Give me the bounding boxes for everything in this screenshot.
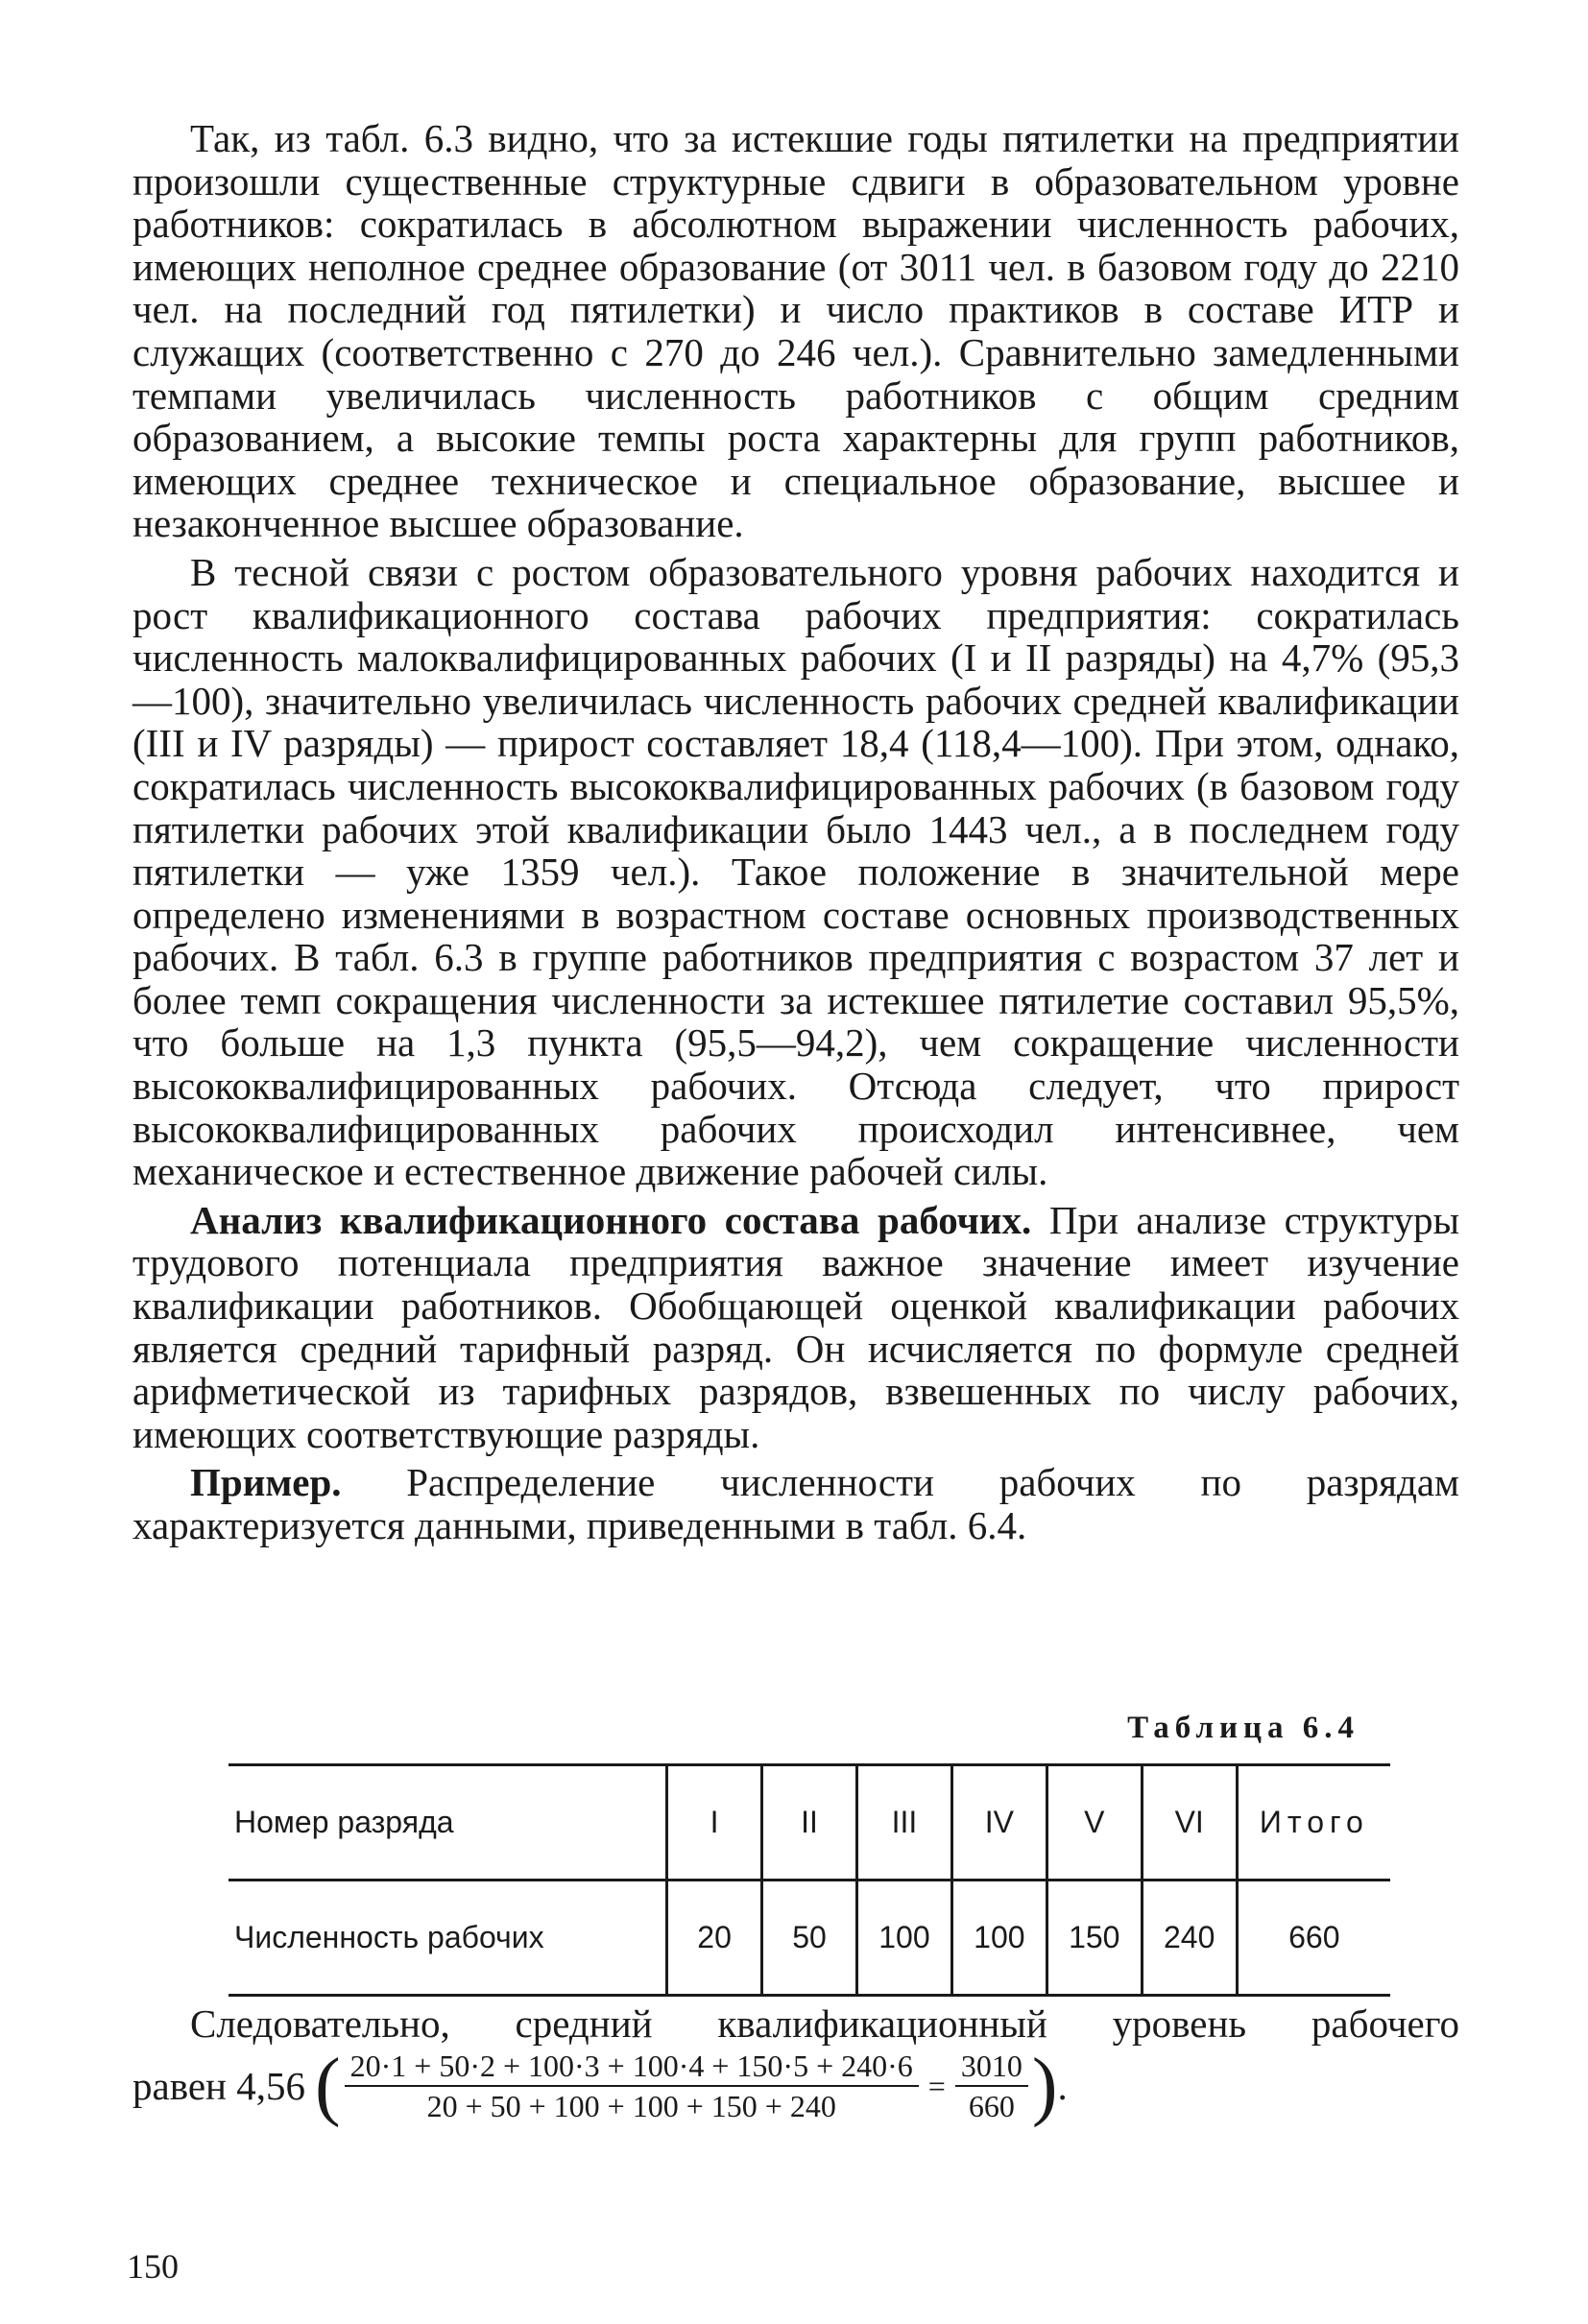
- formula-fraction: [345, 2048, 919, 2123]
- total-cell: 660: [1237, 1881, 1390, 1996]
- example-text: Распределение численности рабочих по разрядам характеризуется данными, приведенными в табл. 6.4.: [132, 1460, 1459, 1547]
- body-text: [132, 117, 1459, 1553]
- count-cell: 100: [856, 1881, 951, 1996]
- result-denominator: 660: [968, 2089, 1015, 2123]
- header-label: Номер разряда: [229, 1765, 667, 1881]
- formula-row: [132, 2044, 1459, 2128]
- section-heading: Анализ квалификационного состава рабочих.: [190, 1197, 1032, 1242]
- grade-header: VI: [1142, 1765, 1237, 1881]
- count-cell: 150: [1047, 1881, 1142, 1996]
- paragraph-qualification-growth: В тесной связи с ростом образовательного уровня рабочих находится и рост квалификационного состава рабочих предприятия: сократилась численность малоквалифицированных рабочих (I и II разряды) на 4,7% (95,3—100), значительно увеличилась численность рабочих средней квалификации (III и IV разряды) — прирост составляет 18,4 (118,4—100). При этом, однако, сократилась численность высококвалифицированных рабочих (в базовом году пятилетки рабочих этой квалификации было 1443 чел., а в последнем году пятилетки — уже 1359 чел.). Такое положение в значительной мере определено изменениями в возрастном составе основных производственных рабочих. В табл. 6.3 в группе работников предприятия с возрастом 37 лет и более темп сокращения численности за истекшее пятилетие составил 95,5%, что больше на 1,3 пункта (95,5—94,2), чем сокращение численности высококвалифицированных рабочих. Отсюда следует, что прирост высококвалифицированных рабочих происходил интенсивнее, чем механическое и естественное движение рабочей силы.: [132, 549, 1459, 1194]
- result-numerator: 3010: [955, 2048, 1028, 2087]
- grade-header: I: [667, 1765, 762, 1881]
- table-caption: Таблица 6.4: [1127, 1711, 1359, 1745]
- count-cell: 20: [667, 1881, 762, 1996]
- equals-sign: =: [927, 2069, 946, 2103]
- grade-header: IV: [951, 1765, 1047, 1881]
- formula-lead: равен 4,56: [132, 2064, 305, 2108]
- open-paren: (: [314, 2044, 341, 2128]
- example-heading: Пример.: [190, 1460, 342, 1505]
- grade-header: II: [762, 1765, 857, 1881]
- count-cell: 240: [1142, 1881, 1237, 1996]
- close-paren: ): [1031, 2044, 1058, 2128]
- result-fraction: [955, 2048, 1028, 2123]
- conclusion-line: Следовательно, средний квалификационный уровень рабочего: [190, 2001, 1459, 2046]
- conclusion: [132, 2001, 1459, 2128]
- paragraph-example: [132, 1461, 1459, 1546]
- section-text: При анализе структуры трудового потенциала предприятия важное значение имеет изучение квалификации работников. Обобщающей оценкой квалификации рабочих является средний тарифный разряд. Он исчисляется по формуле средней арифметической из тарифных разрядов, взвешенных по числу рабочих, имеющих соответствующие разряды.: [132, 1197, 1460, 1456]
- total-header: Итого: [1237, 1765, 1390, 1881]
- table-header-row: [229, 1765, 1390, 1881]
- count-cell: 100: [951, 1881, 1047, 1996]
- row-label: Численность рабочих: [234, 1920, 544, 1954]
- grades-table: [229, 1763, 1390, 1997]
- paragraph-education-shifts: Так, из табл. 6.3 видно, что за истекшие годы пятилетки на предприятии произошли существенные структурные сдвиги в образовательном уровне работников: сократилась в абсолютном выражении численность рабочих, имеющих неполное среднее образование (от 3011 чел. в базовом году до 2210 чел. на последний год пятилетки) и число практиков в составе ИТР и служащих (соответственно с 270 до 246 чел.). Сравнительно замедленными темпами увеличилась численность работников с общим средним образованием, а высокие темпы роста характерны для групп работников, имеющих среднее техническое и специальное образование, высшее и незаконченное высшее образование.: [132, 116, 1459, 546]
- end-period: .: [1057, 2064, 1068, 2108]
- grade-header: V: [1047, 1765, 1142, 1881]
- formula-numerator: 20·1 + 50·2 + 100·3 + 100·4 + 150·5 + 240·6: [345, 2048, 919, 2087]
- count-cell: 50: [762, 1881, 857, 1996]
- page-number: 150: [127, 2247, 179, 2286]
- table-data-row: [229, 1881, 1390, 1996]
- formula-denominator: 20 + 50 + 100 + 100 + 150 + 240: [426, 2089, 836, 2123]
- grade-header: III: [856, 1765, 951, 1881]
- paragraph-qualification-analysis: [132, 1199, 1459, 1456]
